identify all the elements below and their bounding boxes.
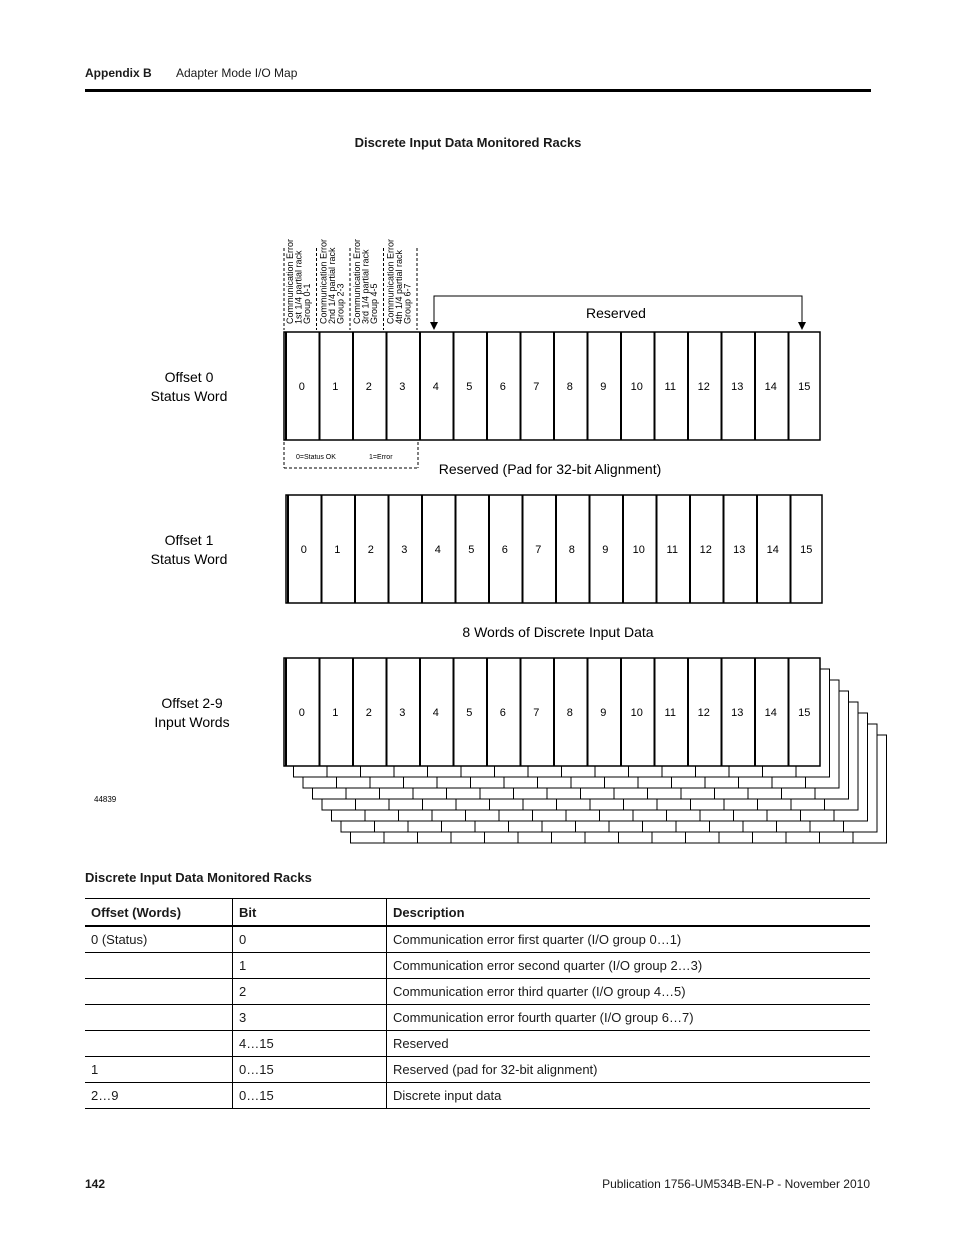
- status-ok-note: 0=Status OK: [296, 454, 336, 461]
- bit-cell-divider: [520, 658, 522, 766]
- bit-label: 0: [298, 381, 305, 393]
- word-row-1: [151, 495, 822, 603]
- bit-cell-divider: [754, 658, 756, 766]
- bit-label: 5: [468, 544, 475, 556]
- bit-label: 6: [499, 707, 506, 719]
- bit-label: 1: [332, 707, 339, 719]
- bit-label: 10: [630, 381, 643, 393]
- bit-label: 3: [399, 707, 406, 719]
- comm-error-text: Communication Error: [285, 238, 295, 324]
- comm-error-text: Communication Error: [385, 238, 396, 324]
- bit-cell-divider: [453, 658, 455, 766]
- bit-cell-divider: [756, 495, 758, 603]
- page-number: 142: [85, 1177, 106, 1191]
- table-row: [85, 1083, 870, 1109]
- bit-cell-divider: [721, 658, 723, 766]
- cell-offset: [85, 979, 233, 1005]
- pad-label: Reserved (Pad for 32-bit Alignment): [438, 461, 662, 477]
- bit-cell-divider: [419, 658, 421, 766]
- bit-label: 9: [600, 381, 607, 393]
- bit-label: 13: [731, 381, 744, 393]
- bit-label: 14: [764, 707, 777, 719]
- bit-cell-divider: [419, 332, 421, 440]
- row-label-kind: Status Word: [150, 388, 228, 404]
- bit-cell-divider: [352, 332, 354, 440]
- bit-label: 14: [764, 381, 777, 393]
- bit-cell-divider: [754, 332, 756, 440]
- bit-cell-divider: [319, 332, 321, 440]
- table-row: [85, 1031, 870, 1057]
- comm-error-text: 4th 1/4 partial rack: [394, 249, 404, 324]
- table-header-row: [85, 899, 870, 927]
- bit-cell-divider: [352, 658, 354, 766]
- comm-error-text: Group 2-3: [335, 283, 346, 324]
- cell-bit: 1: [233, 953, 387, 979]
- cell-offset: 0 (Status): [85, 926, 233, 953]
- header-bit: Bit: [233, 899, 387, 927]
- bit-label: 4: [432, 381, 439, 393]
- bit-cell-divider: [287, 495, 289, 603]
- bit-cell-divider: [486, 332, 488, 440]
- cell-description: Communication error third quarter (I/O group 4…5): [387, 979, 871, 1005]
- bit-label: 12: [697, 707, 710, 719]
- bit-label: 15: [798, 381, 811, 393]
- bit-cell-divider: [687, 658, 689, 766]
- bit-cell-divider: [654, 658, 656, 766]
- row-label-offset: Offset 2-9: [161, 695, 223, 711]
- comm-error-text: 2nd 1/4 partial rack: [327, 247, 337, 324]
- cell-description: Communication error second quarter (I/O group 2…3): [387, 953, 871, 979]
- table-row: [85, 1005, 870, 1031]
- comm-error-text: Group 4-5: [369, 283, 379, 324]
- bit-cell-divider: [689, 495, 691, 603]
- publication-id: Publication 1756-UM534B-EN-P - November 2010: [602, 1177, 870, 1191]
- table-row: [85, 953, 870, 979]
- cell-bit: 0: [233, 926, 387, 953]
- bit-cell-divider: [486, 658, 488, 766]
- bit-cell-divider: [723, 495, 725, 603]
- bit-label: 9: [602, 544, 609, 556]
- bit-label: 11: [666, 544, 678, 556]
- table-row: [85, 1057, 870, 1083]
- bit-label: 7: [533, 381, 540, 393]
- bit-label: 0: [300, 544, 307, 556]
- row-label-offset: Offset 1: [164, 532, 214, 548]
- bit-label: 1: [332, 381, 339, 393]
- bit-label: 9: [600, 707, 607, 719]
- bit-label: 11: [664, 381, 676, 393]
- bit-label: 7: [533, 707, 540, 719]
- bit-label: 3: [401, 544, 408, 556]
- reserved-label: Reserved: [586, 305, 646, 321]
- table-row: [85, 979, 870, 1005]
- bit-label: 13: [731, 707, 744, 719]
- table-row: [85, 926, 870, 953]
- cell-offset: [85, 1005, 233, 1031]
- comm-error-label-1: [319, 239, 351, 330]
- bit-cell-divider: [453, 332, 455, 440]
- bit-label: 8: [566, 707, 573, 719]
- comm-error-label-3: [386, 239, 418, 330]
- bit-cell-divider: [386, 658, 388, 766]
- bit-cell-divider: [788, 658, 790, 766]
- cell-description: Communication error fourth quarter (I/O group 6…7): [387, 1005, 871, 1031]
- cell-description: Communication error first quarter (I/O group 0…1): [387, 926, 871, 953]
- word-row-2: [154, 658, 820, 766]
- bit-label: 2: [365, 707, 372, 719]
- appendix-label: Appendix B: [85, 66, 152, 80]
- bit-label: 7: [535, 544, 542, 556]
- bit-cell-divider: [285, 658, 287, 766]
- header-description: Description: [387, 899, 871, 927]
- bit-label: 15: [800, 544, 813, 556]
- bit-label: 10: [630, 707, 643, 719]
- row-label-kind: Status Word: [150, 551, 228, 567]
- bit-cell-divider: [354, 495, 356, 603]
- bit-label: 3: [399, 381, 406, 393]
- bit-cell-divider: [488, 495, 490, 603]
- bit-cell-divider: [321, 495, 323, 603]
- bit-label: 4: [432, 707, 439, 719]
- cell-offset: [85, 953, 233, 979]
- comm-error-text: 3rd 1/4 partial rack: [360, 249, 371, 324]
- bit-label: 8: [566, 381, 573, 393]
- bit-label: 10: [632, 544, 645, 556]
- bit-cell-divider: [790, 495, 792, 603]
- cell-bit: 0…15: [233, 1057, 387, 1083]
- bit-cell-divider: [520, 332, 522, 440]
- bit-cell-divider: [553, 332, 555, 440]
- bit-cell-divider: [522, 495, 524, 603]
- bit-cell-divider: [587, 332, 589, 440]
- cell-offset: 1: [85, 1057, 233, 1083]
- comm-error-text: 1st 1/4 partial rack: [293, 250, 304, 324]
- bit-label: 5: [466, 381, 473, 393]
- bit-label: 4: [434, 544, 441, 556]
- bit-cell-divider: [587, 658, 589, 766]
- cell-description: Reserved (pad for 32-bit alignment): [387, 1057, 871, 1083]
- bit-cell-divider: [555, 495, 557, 603]
- bit-label: 2: [367, 544, 374, 556]
- comm-error-label-2: [352, 239, 384, 330]
- bit-cell-divider: [553, 658, 555, 766]
- comm-error-text: Communication Error: [352, 238, 362, 324]
- bit-label: 8: [568, 544, 575, 556]
- bit-cell-divider: [455, 495, 457, 603]
- bit-label: 11: [664, 707, 676, 719]
- bit-cell-divider: [319, 658, 321, 766]
- bit-cell-divider: [620, 658, 622, 766]
- input-data-label: 8 Words of Discrete Input Data: [462, 624, 654, 640]
- bit-label: 13: [733, 544, 746, 556]
- word-row-0: [151, 332, 820, 440]
- cell-description: Reserved: [387, 1031, 871, 1057]
- cell-offset: 2…9: [85, 1083, 233, 1109]
- bit-cell-divider: [388, 495, 390, 603]
- bit-label: 12: [697, 381, 710, 393]
- bit-cell-divider: [285, 332, 287, 440]
- cell-offset: [85, 1031, 233, 1057]
- bit-label: 0: [298, 707, 305, 719]
- figure-title: Discrete Input Data Monitored Racks: [354, 135, 582, 150]
- row-label-kind: Input Words: [154, 714, 230, 730]
- bit-cell-divider: [687, 332, 689, 440]
- bit-cell-divider: [788, 332, 790, 440]
- bit-cell-divider: [589, 495, 591, 603]
- comm-error-text: Group 6-7: [402, 283, 413, 324]
- bit-cell-divider: [654, 332, 656, 440]
- figure-id: 44839: [94, 795, 117, 804]
- bit-label: 6: [499, 381, 506, 393]
- cell-bit: 3: [233, 1005, 387, 1031]
- bit-cell-divider: [386, 332, 388, 440]
- table-caption: Discrete Input Data Monitored Racks: [85, 870, 312, 885]
- bit-cell-divider: [656, 495, 658, 603]
- comm-error-label-0: [285, 239, 317, 330]
- row-label-offset: Offset 0: [164, 369, 214, 385]
- header-offset: Offset (Words): [85, 899, 233, 927]
- bit-cell-divider: [421, 495, 423, 603]
- cell-bit: 0…15: [233, 1083, 387, 1109]
- bit-label: 12: [699, 544, 712, 556]
- bit-label: 6: [501, 544, 508, 556]
- chapter-title: Adapter Mode I/O Map: [176, 66, 298, 80]
- bit-cell-divider: [721, 332, 723, 440]
- bit-label: 1: [334, 544, 341, 556]
- status-legend: [284, 442, 418, 468]
- error-note: 1=Error: [369, 454, 393, 461]
- cell-bit: 4…15: [233, 1031, 387, 1057]
- bit-label: 15: [798, 707, 811, 719]
- bit-label: 2: [365, 381, 372, 393]
- bit-cell-divider: [622, 495, 624, 603]
- bit-label: 5: [466, 707, 473, 719]
- comm-error-text: Communication Error: [318, 238, 329, 324]
- bit-cell-divider: [620, 332, 622, 440]
- monitored-racks-table: [85, 898, 870, 1109]
- bit-label: 14: [766, 544, 779, 556]
- cell-bit: 2: [233, 979, 387, 1005]
- cell-description: Discrete input data: [387, 1083, 871, 1109]
- comm-error-text: Group 0-1: [302, 283, 312, 324]
